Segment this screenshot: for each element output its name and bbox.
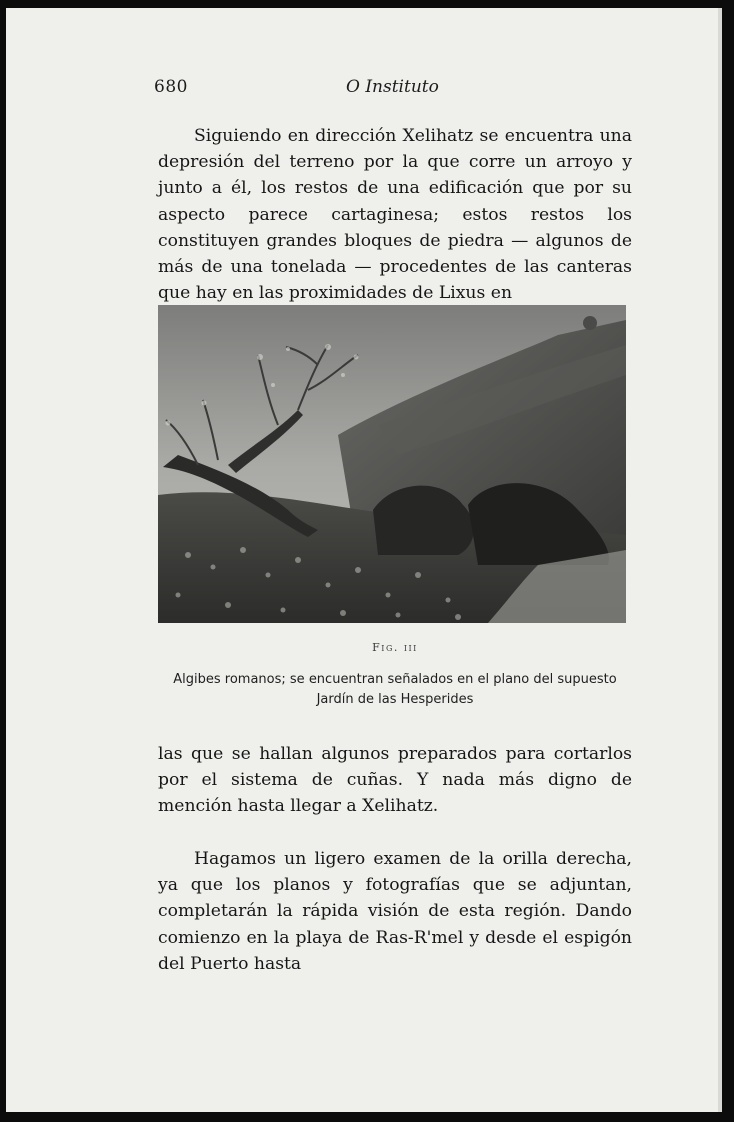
figure-caption [158, 670, 632, 710]
caption-line-1: Algibes romanos; se encuentran señalados en el plano del supuesto [173, 672, 617, 687]
page-edge [718, 8, 722, 1112]
caption-line-2: Jardín de las Hesperides [316, 692, 474, 707]
running-header-title: O Instituto [346, 77, 439, 97]
paragraph-2: las que se hallan algunos preparados para cortarlos por el sistema de cuñas. Y nada más digno de mención hasta llegar a Xelihatz. [158, 744, 632, 817]
figure-label: Fig. iii [372, 641, 418, 654]
page-number: 680 [154, 77, 188, 97]
book-page [6, 8, 718, 1112]
paragraph-3: Hagamos un ligero examen de la orilla derecha, ya que los planos y fotografías que se adjuntan, completarán la rápida visión de esta región. Dando comienzo en la playa de Ras-R'mel y desde el espigón del Puerto hasta [158, 849, 632, 974]
landscape-photo-image [158, 305, 626, 623]
paragraph-1: Siguiendo en dirección Xelihatz se encuentra una depresión del terreno por la que corre un arroyo y junto a él, los restos de una edificación que por su aspecto parece cartaginesa; estos restos los constituyen grandes bloques de piedra — algunos de más de una tonelada — procedentes de las canteras que hay en las proximidades de Lixus en [158, 126, 632, 304]
figure-photograph [158, 305, 626, 623]
